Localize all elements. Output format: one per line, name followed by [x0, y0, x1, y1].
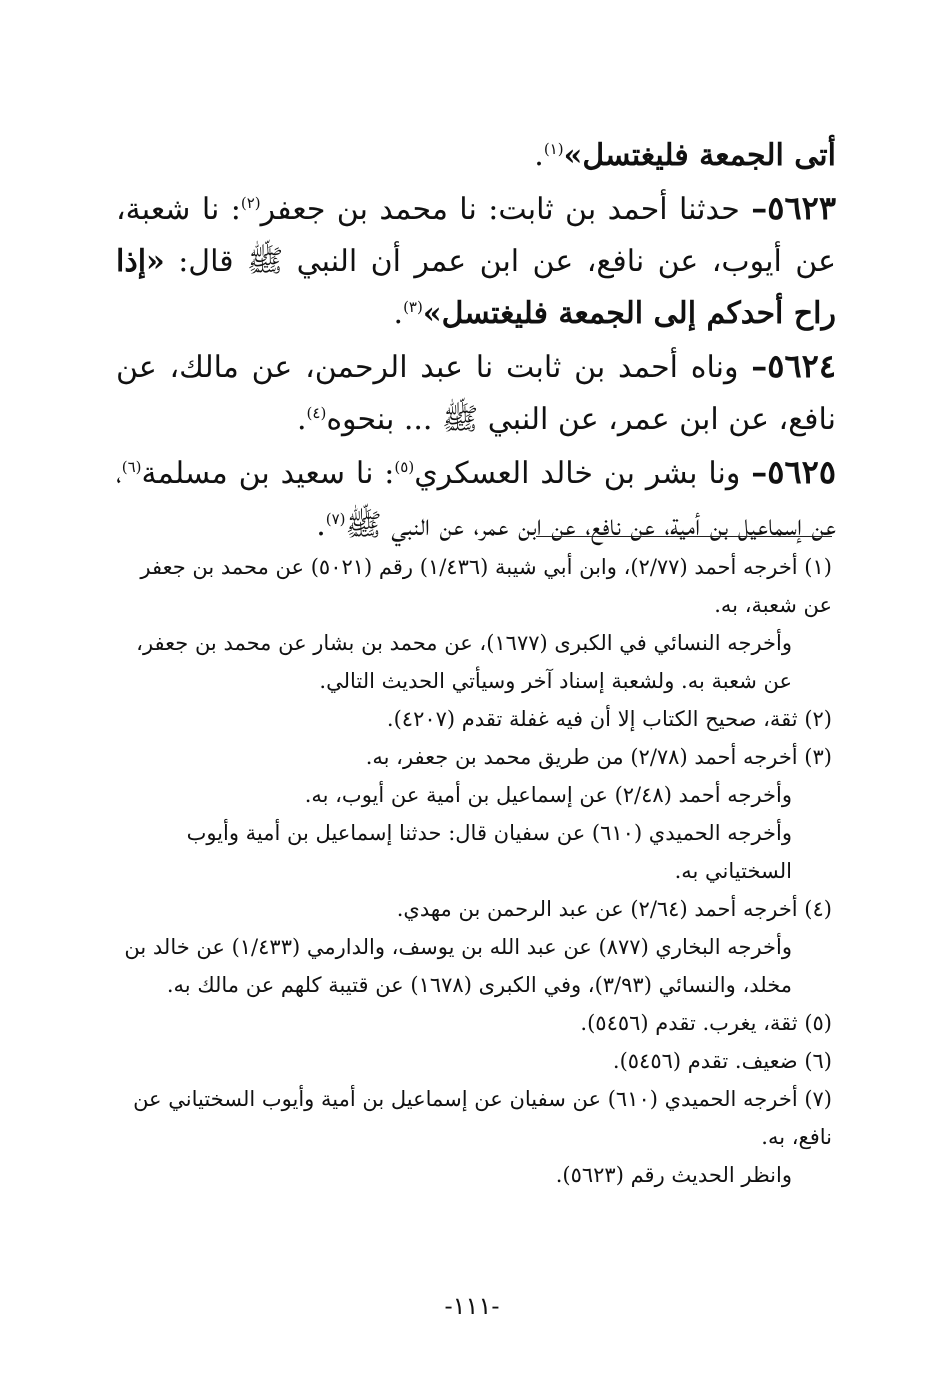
footnotes [122, 548, 832, 1194]
footnote-ref: (٥) [394, 458, 415, 476]
footnote-ref: (٣) [403, 298, 423, 316]
hadith-number: ٥٦٢٥– [751, 453, 836, 491]
hadith-5624 [116, 340, 836, 446]
hadith-text: حدثنا أحمد بن ثابت: نا محمد بن جعفر [260, 192, 752, 227]
punct: . [393, 296, 404, 331]
hadith-quote: «إذا راح أحدكم إلى الجمعة فليغتسل» [116, 244, 836, 331]
footnote-ref: (٢) [240, 194, 261, 212]
footnote-7: (٧) أخرجه الحميدي (٦١٠) عن سفيان عن إسماعيل بن أمية وأيوب السختياني عن نافع، به. [133, 1087, 832, 1149]
footnote-ref: (١) [543, 140, 564, 158]
footnote-divider [536, 536, 832, 537]
main-text [116, 130, 836, 552]
hadith-text: ونا بشر بن خالد العسكري [414, 456, 752, 491]
hadith-text: ، عن إسماعيل بن أمية، عن نافع، عن ابن عمر، عن النبي ﷺ [116, 456, 836, 543]
punct: . [316, 508, 326, 543]
hadith-number: ٥٦٢٣– [751, 189, 836, 227]
footnote-ref: (٤) [306, 404, 327, 422]
footnote-5: (٥) ثقة، يغرب. تقدم (٥٤٥٦). [580, 1011, 832, 1035]
hadith-quote: أتى الجمعة فليغتسل» [563, 138, 836, 173]
hadith-text: وناه أحمد بن ثابت نا عبد الرحمن، عن مالك، عن نافع، عن ابن عمر، عن النبي ﷺ ... بنحوه [116, 350, 836, 437]
page-number: -١١١- [444, 1292, 500, 1320]
footnote-3-cont: وأخرجه الحميدي (٦١٠) عن سفيان قال: حدثنا إسماعيل بن أمية وأيوب السختياني به. [186, 821, 792, 883]
footnote-4: (٤) أخرجه أحمد (٢/٦٤) عن عبد الرحمن بن مهدي. [396, 897, 832, 921]
footnote-3-cont: وأخرجه أحمد (٢/٤٨) عن إسماعيل بن أمية عن أيوب، به. [304, 783, 792, 807]
footnote-4-cont: وأخرجه البخاري (٨٧٧) عن عبد الله بن يوسف، والدارمي (١/٤٣٣) عن خالد بن مخلد، والنسائي (٣/٩٣)، وفي الكبرى (١٦٧٨) عن قتيبة كلهم عن مالك به. [124, 935, 792, 997]
hadith-text: : نا سعيد بن مسلمة [141, 456, 395, 491]
punct: . [534, 138, 544, 173]
footnote-ref: (٦) [121, 458, 142, 476]
paragraph-continuation [116, 130, 836, 182]
footnote-7-cont: وانظر الحديث رقم (٥٦٢٣). [555, 1163, 792, 1187]
hadith-number: ٥٦٢٤– [751, 347, 836, 385]
footnote-6: (٦) ضعيف. تقدم (٥٤٥٦). [612, 1049, 832, 1073]
footnote-1: (١) أخرجه أحمد (٢/٧٧)، وابن أبي شيبة (١/٤٣٦) رقم (٥٠٢١) عن محمد بن جعفر عن شعبة، به. [140, 555, 832, 617]
footnote-1-cont: وأخرجه النسائي في الكبرى (١٦٧٧)، عن محمد بن بشار عن محمد بن جعفر، عن شعبة به. ولشعبة إسناد آخر وسيأتي الحديث التالي. [136, 631, 792, 693]
hadith-text: : نا شعبة، عن أيوب، عن نافع، عن ابن عمر أن النبي ﷺ قال: [116, 192, 836, 279]
footnote-2: (٢) ثقة، صحيح الكتاب إلا أن فيه غفلة تقدم (٤٢٠٧). [386, 707, 832, 731]
footnote-3: (٣) أخرجه أحمد (٢/٧٨) من طريق محمد بن جعفر، به. [365, 745, 832, 769]
punct: . [297, 402, 307, 437]
hadith-5623 [116, 182, 836, 340]
footnote-ref: (٧) [325, 510, 346, 528]
